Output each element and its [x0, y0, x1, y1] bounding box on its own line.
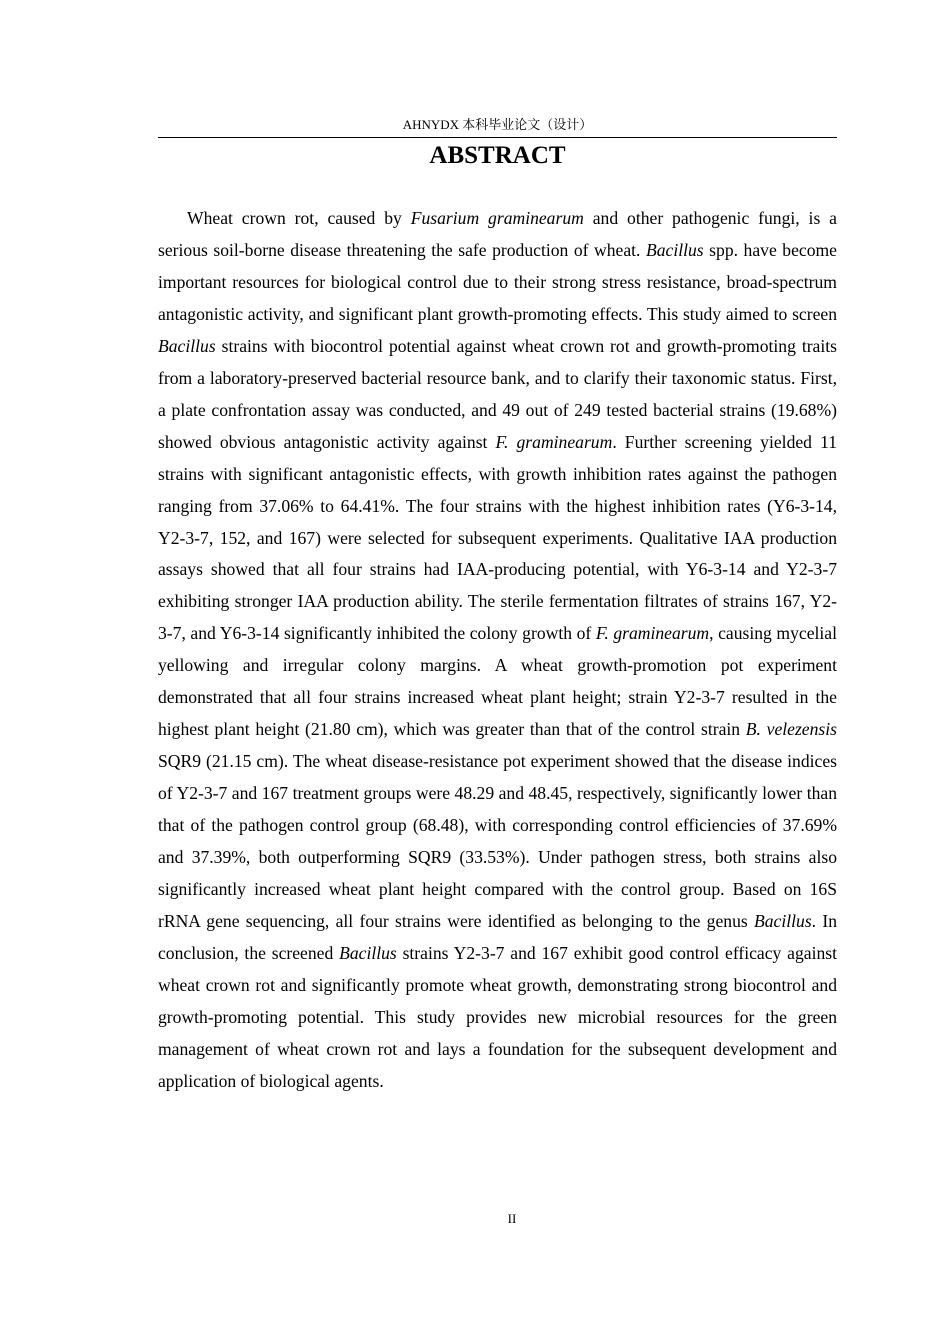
species-name: B. velezensis	[745, 719, 837, 740]
genus-name: Bacillus	[754, 910, 812, 931]
abstract-text: Wheat crown rot, caused by	[187, 208, 411, 228]
page-number: II	[507, 1211, 517, 1226]
abstract-text: spp. have become important resources for biological control due to their strong stress resistance, broad-spectrum antagonistic activity, and significant plant growth-promoting effects. This study aimed to screen	[158, 239, 837, 324]
abstract-text: . Further screening yielded 11 strains with significant antagonistic effects, with growth inhibition rates against the pathogen ranging from 37.06% to 64.41%. The four strains with the highest inhibition rates (Y6-3-14, Y2-3-7, 152, and 167) were selected for subsequent experiments. Qualitative IAA production assays showed that all four strains had IAA-producing potential, with Y6-3-14 and Y2-3-7 exhibiting stronger IAA production ability. The sterile fermentation filtrates of strains 167, Y2-3-7, and Y6-3-14 significantly inhibited the colony growth of	[158, 431, 838, 644]
abstract-text: strains Y2-3-7 and 167 exhibit good control efficacy against wheat crown rot and significantly promote wheat growth, demonstrating strong biocontrol and growth-promoting potential. This study provides new microbial resources for the green management of wheat crown rot and lays a foundation for the subsequent development and application of biological agents.	[158, 942, 837, 1091]
abstract-title: ABSTRACT	[429, 142, 566, 169]
abstract-text: and other pathogenic fungi, is a serious soil-borne disease threatening the safe production of wheat.	[158, 208, 837, 260]
species-name: Fusarium graminearum	[410, 208, 584, 228]
abstract-text: SQR9 (21.15 cm). The wheat disease-resistance pot experiment showed that the disease indices of Y2-3-7 and 167 treatment groups were 48.29 and 48.45, respectively, significantly lower than that of the pathogen control group (68.48), with corresponding control efficiencies of 37.69% and 37.39%, both outperforming SQR9 (33.53%). Under pathogen stress, both strains also significantly increased wheat plant height compared with the control group. Based on 16S rRNA gene sequencing, all four strains were identified as belonging to the genus	[158, 751, 837, 931]
abstract-text: . In conclusion, the screened	[158, 910, 837, 963]
genus-name: Bacillus	[339, 942, 397, 963]
abstract-paragraph	[158, 203, 837, 1098]
abstract-body	[158, 203, 837, 1098]
genus-name: Bacillus	[645, 239, 704, 260]
abstract-text: strains with biocontrol potential against wheat crown rot and growth-promoting traits from a laboratory-preserved bacterial resource bank, and to clarify their taxonomic status. First, a plate confrontation assay was conducted, and 49 out of 249 tested bacterial strains (19.68%) showed obvious antagonistic activity against	[158, 335, 837, 452]
genus-name: Bacillus	[158, 335, 216, 356]
running-header: AHNYDX 本科毕业论文（设计）	[402, 117, 593, 132]
header-rule	[158, 137, 837, 138]
abstract-text: , causing mycelial yellowing and irregular colony margins. A wheat growth-promotion pot experiment demonstrated that all four strains increased wheat plant height; strain Y2-3-7 resulted in the highest plant height (21.80 cm), which was greater than that of the control strain	[158, 623, 837, 740]
species-name: F. graminearum	[595, 623, 710, 644]
species-name: F. graminearum	[495, 431, 613, 452]
